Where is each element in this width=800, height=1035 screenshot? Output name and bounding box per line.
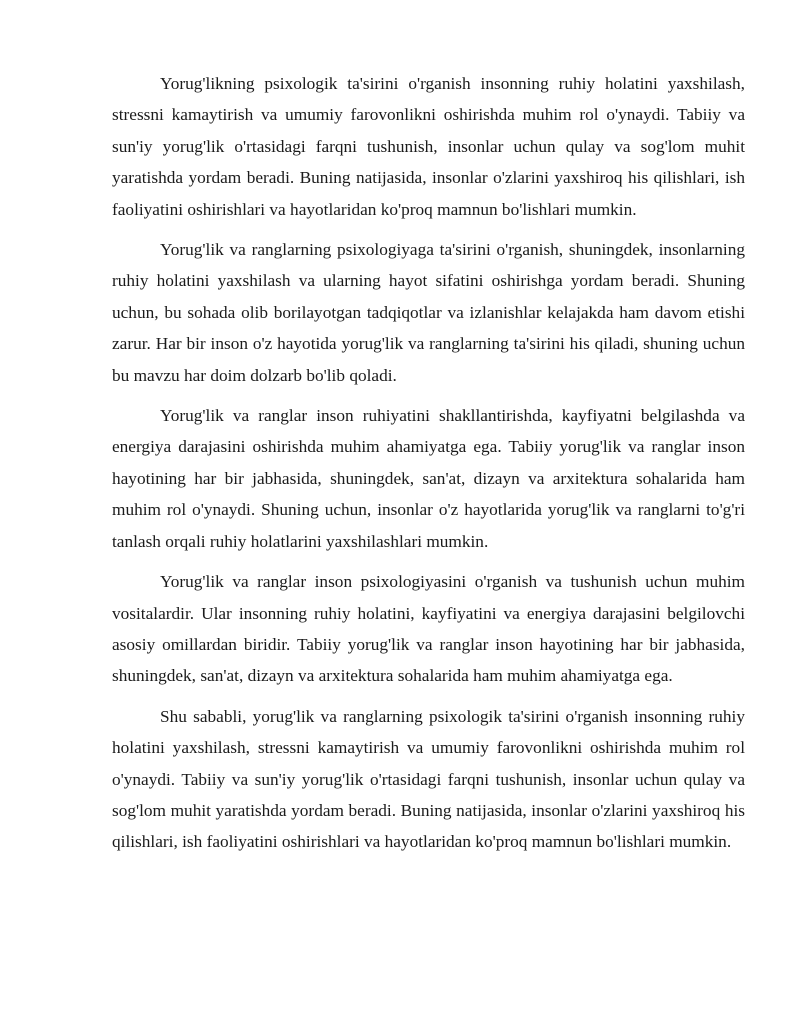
document-body: [112, 68, 745, 858]
paragraph-2: Yorug'lik va ranglarning psixologiyaga ta'sirini o'rganish, shuningdek, insonlarning ruhiy holatini yaxshilash va ularning hayot sifatini oshirishga yordam beradi. Shuning uchun, bu sohada olib borilayotgan tadqiqotlar va izlanishlar kelajakda ham davom etishi zarur. Har bir inson o'z hayotida yorug'lik va ranglarning ta'sirini his qiladi, shuning uchun bu mavzu har doim dolzarb bo'lib qoladi.: [112, 240, 745, 385]
paragraph-5: Shu sababli, yorug'lik va ranglarning psixologik ta'sirini o'rganish insonning ruhiy holatini yaxshilash, stressni kamaytirish va umumiy farovonlikni oshirishda muhim rol o'ynaydi. Tabiiy va sun'iy yorug'lik o'rtasidagi farqni tushunish, insonlar uchun qulay va sog'lom muhit yaratishda yordam beradi. Buning natijasida, insonlar o'zlarini yaxshiroq his qilishlari, ish faoliyatini oshirishlari va hayotlaridan ko'proq mamnun bo'lishlari mumkin.: [112, 706, 745, 852]
paragraph-3: Yorug'lik va ranglar inson ruhiyatini shakllantirishda, kayfiyatni belgilashda va energiya darajasini oshirishda muhim ahamiyatga ega. Tabiiy yorug'lik va ranglar inson hayotining har bir jabhasida, shuningdek, san'at, dizayn va arxitektura sohalarida ham muhim rol o'ynaydi. Shuning uchun, insonlar o'z hayotlarida yorug'lik va ranglarni to'g'ri tanlash orqali ruhiy holatlarini yaxshilashlari mumkin.: [112, 406, 745, 551]
paragraph-4: Yorug'lik va ranglar inson psixologiyasini o'rganish va tushunish uchun muhim vositalardir. Ular insonning ruhiy holatini, kayfiyatini va energiya darajasini belgilovchi asosiy omillardan biridir. Tabiiy yorug'lik va ranglar inson hayotining har bir jabhasida, shuningdek, san'at, dizayn va arxitektura sohalarida ham muhim ahamiyatga ega.: [112, 572, 745, 686]
paragraph-1: Yorug'likning psixologik ta'sirini o'rganish insonning ruhiy holatini yaxshilash, stressni kamaytirish va umumiy farovonlikni oshirishda muhim rol o'ynaydi. Tabiiy va sun'iy yorug'lik o'rtasidagi farqni tushunish, insonlar uchun qulay va sog'lom muhit yaratishda yordam beradi. Buning natijasida, insonlar o'zlarini yaxshiroq his qilishlari, ish faoliyatini oshirishlari va hayotlaridan ko'proq mamnun bo'lishlari mumkin.: [112, 74, 745, 219]
